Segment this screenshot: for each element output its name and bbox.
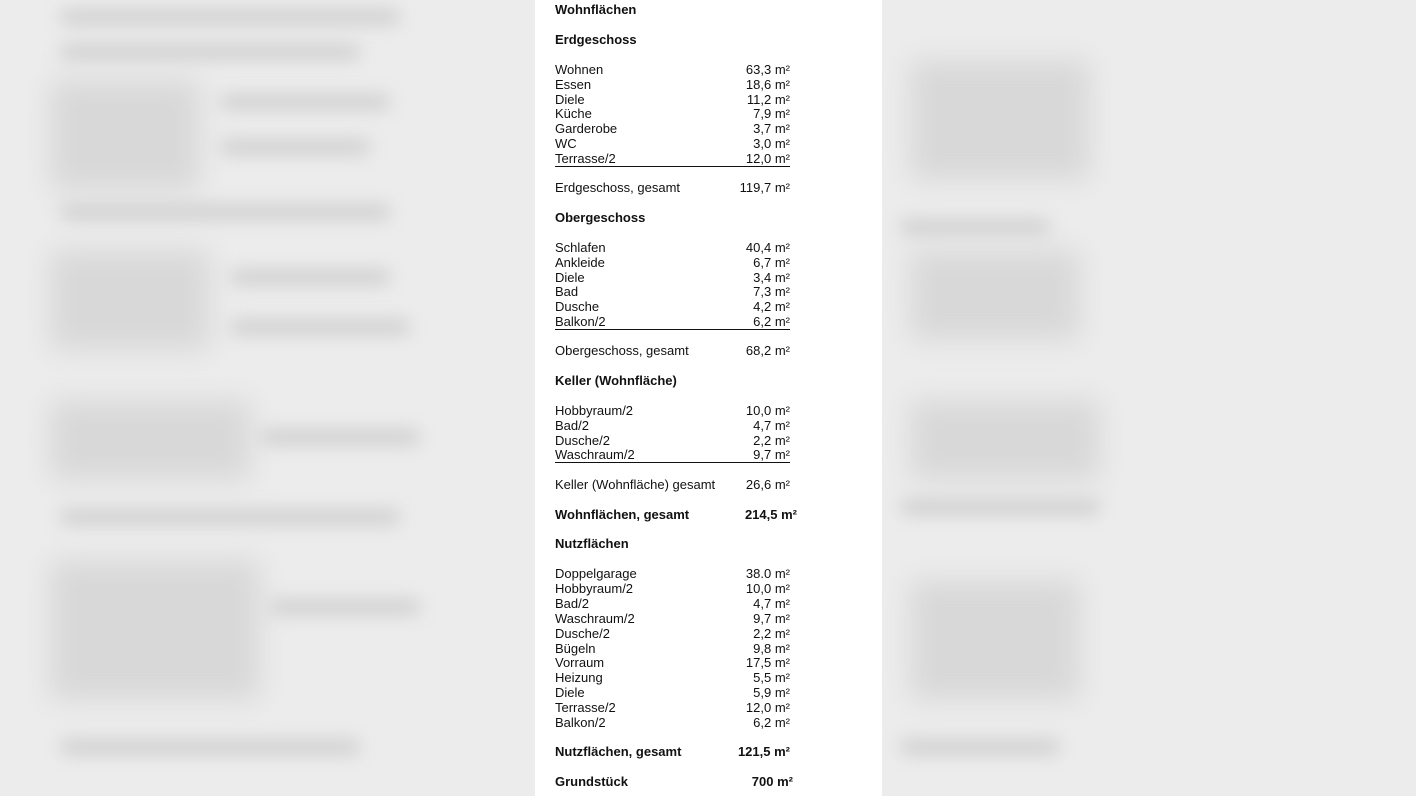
grundstueck-value: 700 m² [751, 774, 793, 789]
item-value: 11,2 m² [746, 91, 790, 107]
item-value: 9,7 m² [753, 610, 790, 626]
list-item [555, 255, 790, 270]
item-label: Doppelgarage [555, 566, 637, 581]
item-value: 4,2 m² [753, 299, 790, 315]
item-value: 3,4 m² [753, 269, 790, 285]
total-value: 214,5 m² [744, 507, 797, 522]
item-value: 5,5 m² [753, 670, 790, 686]
list-item [555, 655, 790, 670]
item-label: Bad [555, 284, 579, 300]
item-value: 17,5 m² [745, 655, 790, 671]
item-label: Essen [555, 76, 592, 92]
subtotal-label: Erdgeschoss, gesamt [555, 180, 681, 195]
item-label: Bad/2 [555, 595, 589, 611]
item-value: 4,7 m² [753, 417, 790, 433]
item-value: 12,0 m² [745, 700, 790, 716]
page-title: Wohnflächen [555, 2, 637, 17]
list-item [555, 77, 790, 92]
list-item [555, 403, 790, 418]
list-item [555, 700, 790, 715]
total-row-nutzflaechen [555, 744, 855, 759]
item-value: 9,7 m² [753, 447, 790, 463]
item-value: 6,2 m² [753, 314, 790, 329]
section-heading-obergeschoss: Obergeschoss [555, 210, 646, 225]
item-label: Vorraum [555, 655, 605, 671]
section-heading-keller: Keller (Wohnfläche) [555, 373, 677, 388]
document-page [535, 0, 882, 796]
list-item [555, 626, 790, 641]
item-label: Wohnen [555, 62, 604, 77]
subtotal-row-erdgeschoss [555, 180, 855, 195]
item-value: 10,0 m² [745, 403, 790, 418]
subtotal-label: Obergeschoss, gesamt [555, 343, 689, 358]
item-value: 12,0 m² [745, 150, 790, 166]
item-label: Schlafen [555, 240, 606, 255]
item-value: 4,7 m² [753, 595, 790, 611]
list-item [555, 715, 790, 730]
list-item [555, 299, 790, 314]
item-label: Diele [555, 685, 585, 701]
item-value: 40,4 m² [745, 240, 790, 255]
list-item [555, 106, 790, 121]
item-label: Ankleide [555, 254, 605, 270]
total-label: Wohnflächen, gesamt [555, 507, 690, 522]
item-label: Bügeln [555, 640, 596, 656]
grundstueck-row [555, 774, 855, 789]
item-value: 63,3 m² [745, 62, 790, 77]
item-label: Hobbyraum/2 [555, 580, 634, 596]
subtotal-value: 26,6 m² [745, 477, 790, 492]
total-value: 121,5 m² [737, 744, 790, 759]
item-label: Balkon/2 [555, 314, 606, 329]
item-value: 5,9 m² [753, 685, 790, 701]
subtotal-value: 68,2 m² [745, 343, 790, 358]
subtotal-label: Keller (Wohnfläche) gesamt [555, 477, 716, 492]
item-label: Hobbyraum/2 [555, 403, 634, 418]
list-item [555, 670, 790, 685]
item-value: 10,0 m² [745, 580, 790, 596]
item-value: 3,7 m² [753, 121, 790, 137]
total-label: Nutzflächen, gesamt [555, 744, 682, 759]
list-item [555, 685, 790, 700]
item-label: Terrasse/2 [555, 700, 616, 716]
item-value: 7,3 m² [753, 284, 790, 300]
list-item [555, 270, 790, 285]
item-label: Dusche [555, 299, 600, 315]
list-item [555, 240, 790, 255]
item-label: Bad/2 [555, 417, 589, 433]
item-label: Diele [555, 91, 585, 107]
list-item [555, 611, 790, 626]
grundstueck-label: Grundstück [555, 774, 628, 789]
item-value: 9,8 m² [753, 640, 790, 656]
subtotal-value: 119,7 m² [739, 180, 790, 195]
item-label: Waschraum/2 [555, 447, 635, 463]
list-item [555, 596, 790, 611]
item-label: Balkon/2 [555, 715, 606, 730]
item-value: 2,2 m² [753, 625, 790, 641]
item-label: Küche [555, 106, 592, 122]
item-value: 2,2 m² [753, 432, 790, 448]
section-heading-erdgeschoss: Erdgeschoss [555, 32, 637, 47]
item-value: 7,9 m² [753, 106, 790, 122]
item-label: Dusche/2 [555, 625, 610, 641]
item-value: 18,6 m² [745, 76, 790, 92]
subtotal-row-keller [555, 477, 855, 492]
item-value: 6,2 m² [753, 715, 790, 730]
subtotal-row-obergeschoss [555, 343, 855, 358]
list-item [555, 566, 790, 581]
item-label: Waschraum/2 [555, 610, 635, 626]
item-label: Garderobe [555, 121, 618, 137]
list-item [555, 314, 790, 330]
item-label: Dusche/2 [555, 432, 610, 448]
item-value: 6,7 m² [753, 254, 790, 270]
list-item [555, 121, 790, 136]
list-item [555, 62, 790, 77]
list-item [555, 92, 790, 107]
list-item [555, 641, 790, 656]
item-label: WC [555, 136, 577, 151]
item-label: Terrasse/2 [555, 150, 616, 166]
list-item [555, 136, 790, 151]
list-item [555, 581, 790, 596]
list-item [555, 418, 790, 433]
total-row-wohnflaechen [555, 507, 855, 522]
list-item [555, 433, 790, 448]
item-label: Heizung [555, 670, 603, 686]
section-heading-nutzflaechen: Nutzflächen [555, 536, 629, 551]
list-item [555, 447, 790, 463]
item-value: 38.0 m² [745, 566, 790, 581]
list-item [555, 151, 790, 167]
item-label: Diele [555, 269, 585, 285]
list-item [555, 284, 790, 299]
item-value: 3,0 m² [753, 136, 790, 151]
